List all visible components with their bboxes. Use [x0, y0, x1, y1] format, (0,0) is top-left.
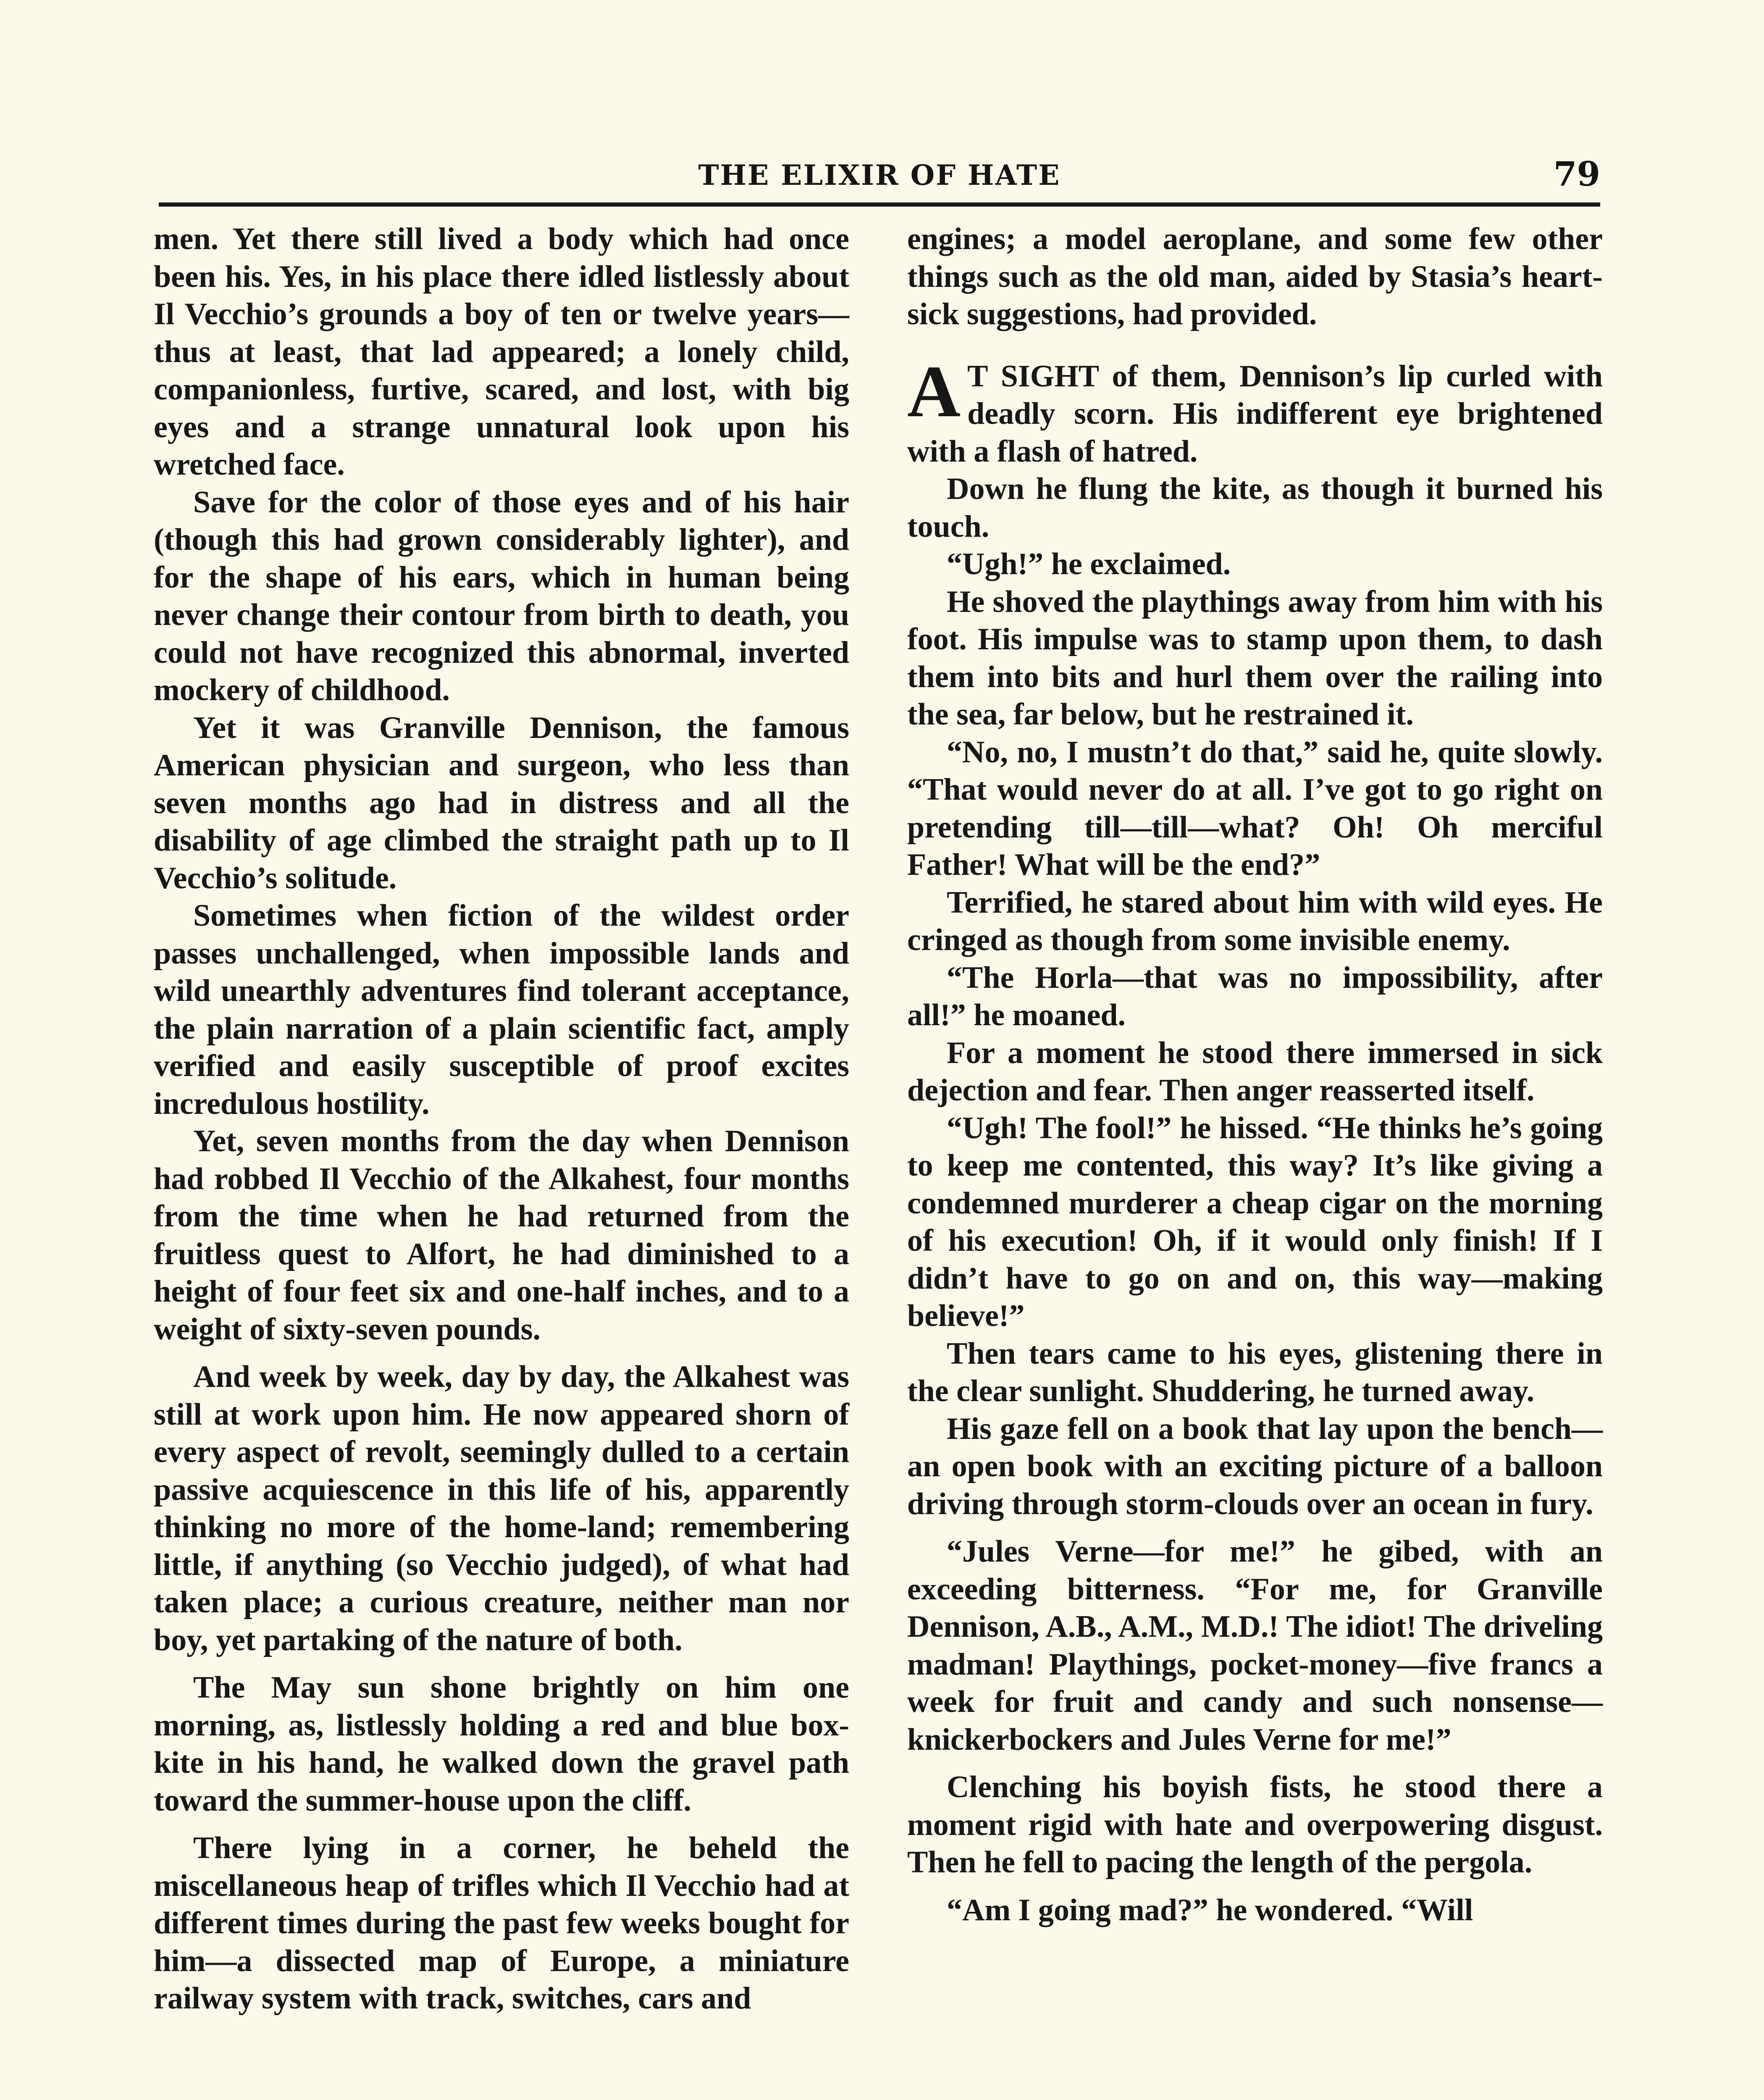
paragraph: Save for the color of those eyes and of his hair (though this had grown considerably lighter), and for the shape of his ears, which in human being never change their contour from birth to death, you could not have recognized this abnormal, inverted mockery of childhood. — [154, 485, 849, 707]
paragraph: Terrified, he stared about him with wild eyes. He cringed as though from some invisible enemy. — [907, 885, 1603, 957]
paragraph: The May sun shone brightly on him one morning, as, listlessly holding a red and blue box-kite in his hand, he walked down the gravel path toward the summer-house upon the cliff. — [154, 1670, 849, 1818]
paragraph: “Jules Verne—for me!” he gibed, with an exceeding bitterness. “For me, for Granville Dennison, A.B., A.M., M.D.! The idiot! The driveling madman! Playthings, pocket-money—five francs a week for fruit and candy and such nonsense—knickerbockers and Jules Verne for me!” — [907, 1534, 1603, 1757]
paragraph: Yet it was Granville Dennison, the famous American physician and surgeon, who less than seven months ago had in distress and all the disability of age climbed the straight path up to Il Vecchio’s solitude. — [154, 710, 849, 895]
paragraph: “No, no, I mustn’t do that,” said he, quite slowly. “That would never do at all. I’ve got to go right on pretending till—till—what? Oh! Oh merciful Father! What will be the end?” — [907, 735, 1603, 882]
paragraph: And week by week, day by day, the Alkahest was still at work upon him. He now appeared shorn of every aspect of revolt, seemingly dulled to a certain passive acquiescence in this life of his, apparently thinking no more of the home-land; remembering little, if anything (so Vecchio judged), of what had taken place; a curious creature, neither man nor boy, yet partaking of the nature of both. — [154, 1360, 849, 1657]
paragraph: “Ugh! The fool!” he hissed. “He thinks he’s going to keep me contented, this way? It’s like giving a condemned murderer a cheap cigar on the morning of his execution! Oh, if it would only finish! If I didn’t have to go on and on, this way—making believe!” — [907, 1110, 1603, 1333]
left-column — [154, 220, 849, 2018]
page-number: 79 — [1553, 154, 1600, 194]
paragraph: men. Yet there still lived a body which had once been his. Yes, in his place there idled listlessly about Il Vecchio’s grounds a boy of ten or twelve years—thus at least, that lad appeared; a lonely child, companionless, furtive, scared, and lost, with big eyes and a strange unnatural look upon his wretched face. — [154, 222, 849, 482]
paragraph: Sometimes when fiction of the wildest order passes unchallenged, when impossible lands and wild unearthly adventures find tolerant acceptance, the plain narration of a plain scientific fact, amply verified and easily susceptible of proof excites incredulous hostility. — [154, 898, 849, 1121]
paragraph: His gaze fell on a book that lay upon the bench—an open book with an exciting picture of a balloon driving through storm-clouds over an ocean in fury. — [907, 1411, 1603, 1521]
drop-cap-text: T SIGHT of them, Dennison’s lip curled with deadly scorn. His indifferent eye brightened with a flash of hatred. — [907, 359, 1603, 469]
paragraph: “The Horla—that was no impossibility, after all!” he moaned. — [907, 960, 1603, 1032]
paragraph: engines; a model aeroplane, and some few other things such as the old man, aided by Stasia’s heart-sick suggestions, had provided. — [907, 222, 1603, 331]
paragraph: He shoved the playthings away from him with his foot. His impulse was to stamp upon them, to dash them into bits and hurl them over the railing into the sea, far below, but he restrained it. — [907, 584, 1603, 732]
paragraph: “Ugh!” he exclaimed. — [947, 547, 1231, 581]
paragraph: Yet, seven months from the day when Dennison had robbed Il Vecchio of the Alkahest, four months from the time when he had returned from the fruitless quest to Alfort, he had diminished to a height of four feet six and one-half inches, and to a weight of sixty-seven pounds. — [154, 1124, 849, 1347]
right-column — [907, 220, 1603, 1929]
paragraph: Then tears came to his eyes, glistening there in the clear sunlight. Shuddering, he turned away. — [907, 1336, 1603, 1408]
page-header — [159, 156, 1600, 199]
header-rule — [159, 202, 1600, 207]
running-title: THE ELIXIR OF HATE — [698, 159, 1061, 192]
paragraph: “Am I going mad?” he wondered. “Will — [947, 1893, 1473, 1927]
drop-cap: A — [907, 350, 961, 433]
paragraph: For a moment he stood there immersed in sick dejection and fear. Then anger reasserted itself. — [907, 1035, 1603, 1108]
paragraph: Down he flung the kite, as though it burned his touch. — [907, 472, 1603, 544]
paragraph: Clenching his boyish fists, he stood there a moment rigid with hate and overpowering disgust. Then he fell to pacing the length of the pergola. — [907, 1770, 1603, 1880]
section-opening-paragraph — [907, 350, 1603, 471]
paragraph: There lying in a corner, he beheld the miscellaneous heap of trifles which Il Vecchio had at different times during the past few weeks bought for him—a dissected map of Europe, a miniature railway system with track, switches, cars and — [154, 1831, 849, 2016]
